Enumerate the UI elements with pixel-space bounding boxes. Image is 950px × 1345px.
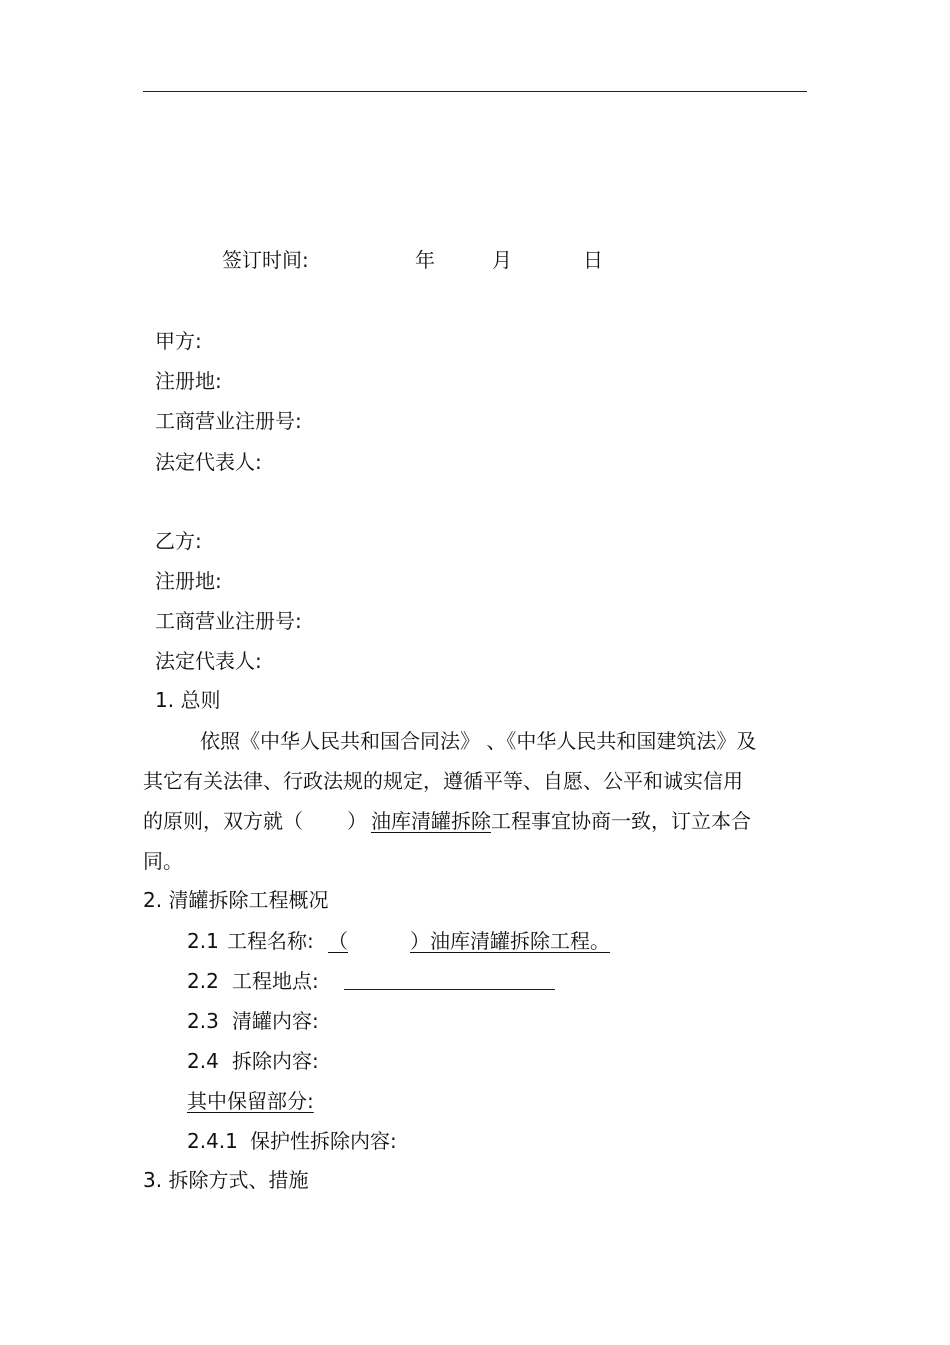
section-2-heading: 2. 清罐拆除工程概况 <box>143 888 329 912</box>
sign-day: 日 <box>583 248 603 272</box>
party-a-reg-place: 注册地: <box>155 369 222 393</box>
sign-date-label: 签订时间: <box>222 248 309 272</box>
item-2-1-value-rest: ）油库清罐拆除工程。 <box>410 929 610 953</box>
item-2-4-1-label: 保护性拆除内容: <box>250 1129 397 1153</box>
party-b-legal-rep: 法定代表人: <box>155 649 262 673</box>
item-2-1-label: 工程名称: <box>227 929 314 953</box>
item-2-3-label: 清罐内容: <box>232 1009 319 1033</box>
sec1-line-3-b: ） <box>347 809 367 833</box>
sec1-line-3-d: 工程事宜协商一致，订立本合 <box>491 809 751 833</box>
sec1-line-2: 其它有关法律、行政法规的规定，遵循平等、自愿、公平和诚实信用 <box>143 769 743 793</box>
reserved-part-label <box>187 1088 348 1114</box>
item-2-3-number: 2.3 <box>187 1009 219 1033</box>
item-2-1-number: 2.1 <box>187 929 219 953</box>
section-3-heading: 3. 拆除方式、措施 <box>143 1168 309 1192</box>
sec1-line-3 <box>143 808 751 834</box>
sign-year: 年 <box>415 248 435 272</box>
header-rule <box>143 91 807 92</box>
item-2-2-label: 工程地点: <box>232 969 319 993</box>
sec1-line-3-a: 的原则，双方就（ <box>143 809 303 833</box>
item-2-1-value-open: （ <box>328 929 348 953</box>
reserved-part-text: 其中保留部分: <box>187 1089 314 1113</box>
party-b-reg-no: 工商营业注册号: <box>155 609 302 633</box>
item-2-4-label: 拆除内容: <box>232 1049 319 1073</box>
item-2-1-value <box>328 928 610 954</box>
party-b-reg-place: 注册地: <box>155 569 222 593</box>
party-a-legal-rep: 法定代表人: <box>155 450 262 474</box>
sign-month: 月 <box>492 248 512 272</box>
item-2-2-number: 2.2 <box>187 969 219 993</box>
sec1-line-4: 同。 <box>143 849 183 873</box>
sec1-line-1: 依照《中华人民共和国合同法》 、《中华人民共和国建筑法》及 <box>200 729 757 753</box>
sec1-project-name: 油库清罐拆除 <box>371 809 491 833</box>
party-a-reg-no: 工商营业注册号: <box>155 409 302 433</box>
section-1-heading: 1. 总则 <box>155 688 221 712</box>
item-2-4-1-number: 2.4.1 <box>187 1129 238 1153</box>
item-2-4-number: 2.4 <box>187 1049 219 1073</box>
party-a-title: 甲方: <box>155 329 202 353</box>
item-2-2-blank-line <box>344 989 555 990</box>
party-b-title: 乙方: <box>155 529 202 553</box>
